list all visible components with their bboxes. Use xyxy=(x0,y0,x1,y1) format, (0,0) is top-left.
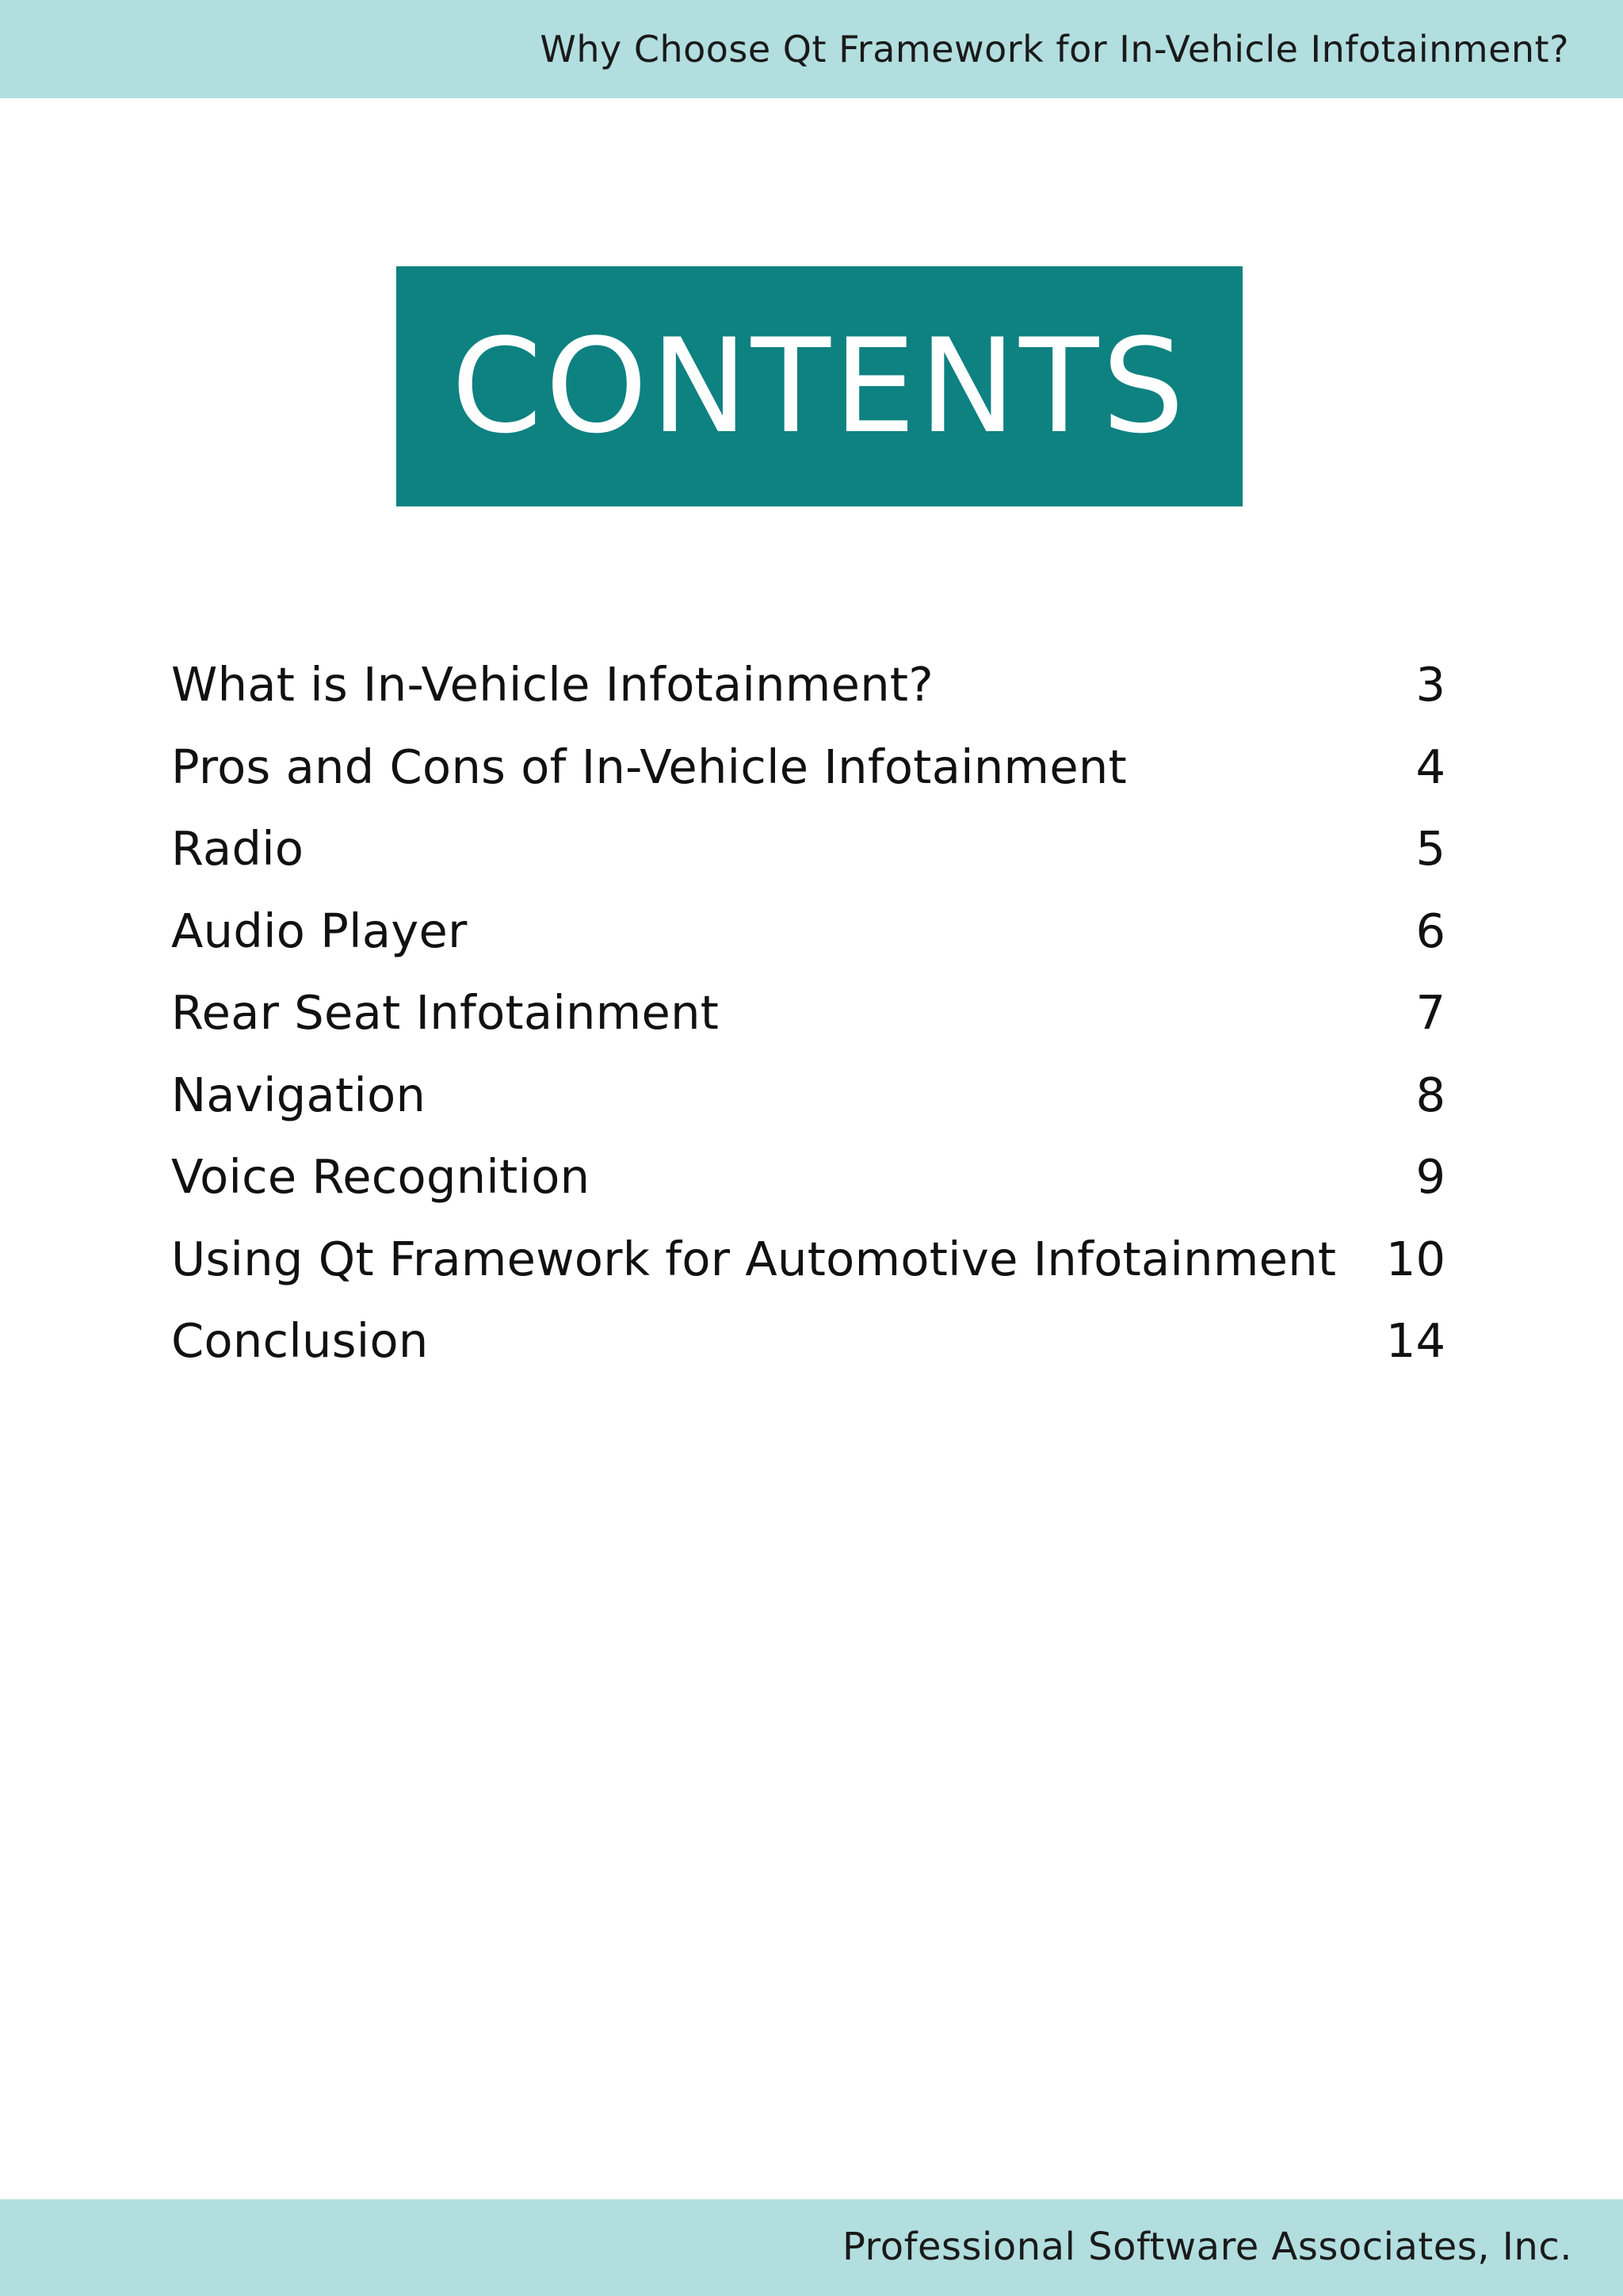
company-name: Professional Software Associates, Inc. xyxy=(842,2225,1572,2269)
toc-entry-title: Navigation xyxy=(171,1067,426,1122)
toc-entry-page: 5 xyxy=(1415,821,1445,877)
toc-entry[interactable] xyxy=(171,808,1445,890)
toc-entry-page: 9 xyxy=(1415,1149,1445,1205)
toc-entry-page: 10 xyxy=(1385,1231,1445,1286)
toc-entry-title: Pros and Cons of In-Vehicle Infotainment xyxy=(171,739,1128,794)
toc-entry-page: 8 xyxy=(1415,1067,1445,1122)
document-title: Why Choose Qt Framework for In-Vehicle Infotainment? xyxy=(540,28,1569,71)
toc-entry[interactable] xyxy=(171,890,1445,972)
toc-entry-title: Using Qt Framework for Automotive Infotainment xyxy=(171,1231,1337,1286)
contents-heading-box xyxy=(396,266,1243,506)
toc-entry-page: 3 xyxy=(1415,657,1445,712)
toc-entry-page: 4 xyxy=(1415,739,1445,794)
toc-entry[interactable] xyxy=(171,1136,1445,1218)
toc-entry[interactable] xyxy=(171,1218,1445,1301)
toc-entry[interactable] xyxy=(171,1300,1445,1382)
toc-entry[interactable] xyxy=(171,972,1445,1054)
footer-band xyxy=(0,2199,1623,2296)
contents-heading: CONTENTS xyxy=(451,310,1188,462)
toc-entry-page: 14 xyxy=(1385,1313,1445,1369)
toc-entry-page: 7 xyxy=(1415,985,1445,1041)
toc-entry-title: What is In-Vehicle Infotainment? xyxy=(171,657,934,712)
toc-entry-page: 6 xyxy=(1415,903,1445,958)
toc-entry[interactable] xyxy=(171,1054,1445,1137)
toc-entry-title: Audio Player xyxy=(171,903,468,958)
toc-entry[interactable] xyxy=(171,644,1445,726)
header-band xyxy=(0,0,1623,98)
toc-entry[interactable] xyxy=(171,726,1445,808)
table-of-contents xyxy=(171,644,1445,1382)
toc-entry-title: Voice Recognition xyxy=(171,1149,590,1205)
toc-entry-title: Rear Seat Infotainment xyxy=(171,985,720,1041)
toc-entry-title: Conclusion xyxy=(171,1313,429,1369)
toc-entry-title: Radio xyxy=(171,821,304,877)
